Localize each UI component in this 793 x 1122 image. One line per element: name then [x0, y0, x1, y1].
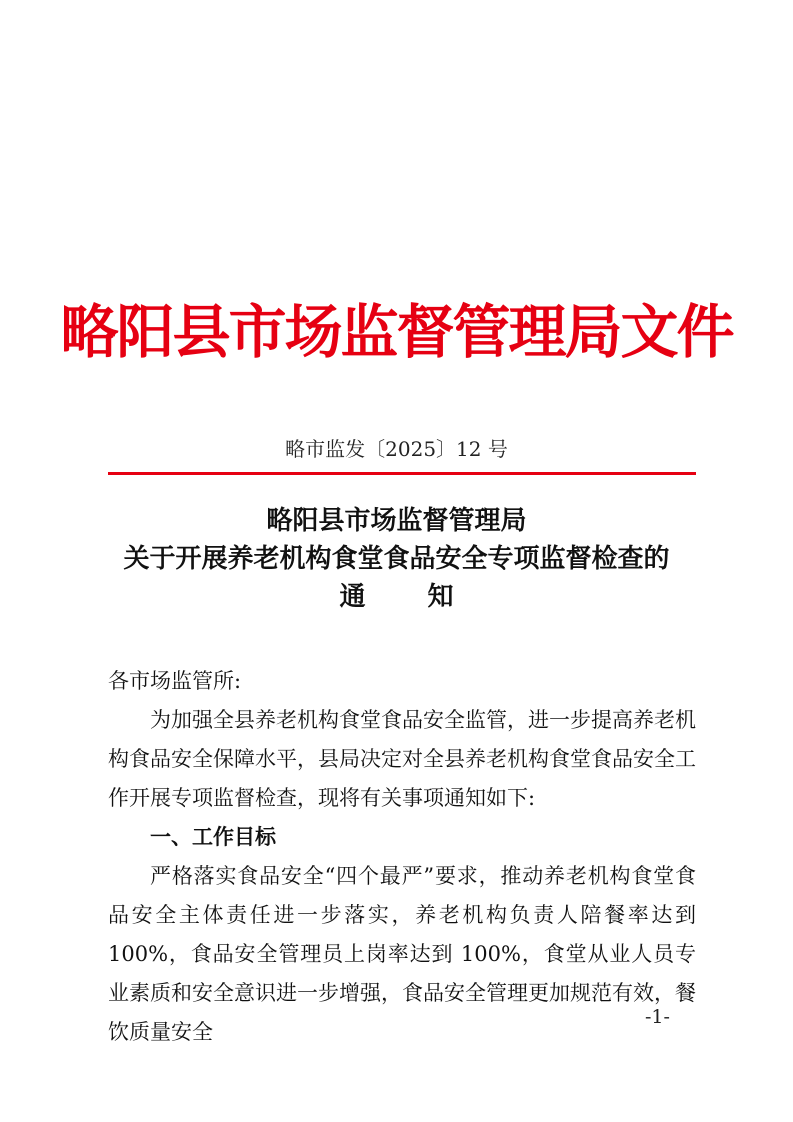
- title-line-3: 通知: [339, 582, 516, 612]
- title-line-1: 略阳县市场监督管理局: [266, 506, 527, 536]
- title-line-2: 关于开展养老机构食堂食品安全专项监督检查的: [123, 544, 670, 574]
- section-heading-1: 一、工作目标: [150, 825, 276, 849]
- page-number: -1-: [645, 1006, 670, 1028]
- document-number: 略市监发〔2025〕12 号: [285, 437, 508, 461]
- intro-paragraph: 为加强全县养老机构食堂食品安全监管，进一步提高养老机构食品安全保障水平，县局决定对全县养老机构食堂食品安全工作开展专项监督检查，现将有关事项通知如下:: [108, 708, 696, 810]
- document-body: [108, 662, 696, 1052]
- salutation: 各市场监管所:: [108, 669, 242, 693]
- document-title: [0, 502, 793, 616]
- section-1-paragraph: 严格落实食品安全“四个最严”要求，推动养老机构食堂食品安全主体责任进一步落实，养老机构负责人陪餐率达到 100%，食品安全管理员上岗率达到 100%，食堂从业人员专业素质和安全意识进一步增强，食品安全管理更加规范有效，餐饮质量安全: [108, 864, 696, 1044]
- red-divider-line: [108, 472, 696, 475]
- red-header-title: 略阳县市场监督管理局文件: [60, 298, 733, 366]
